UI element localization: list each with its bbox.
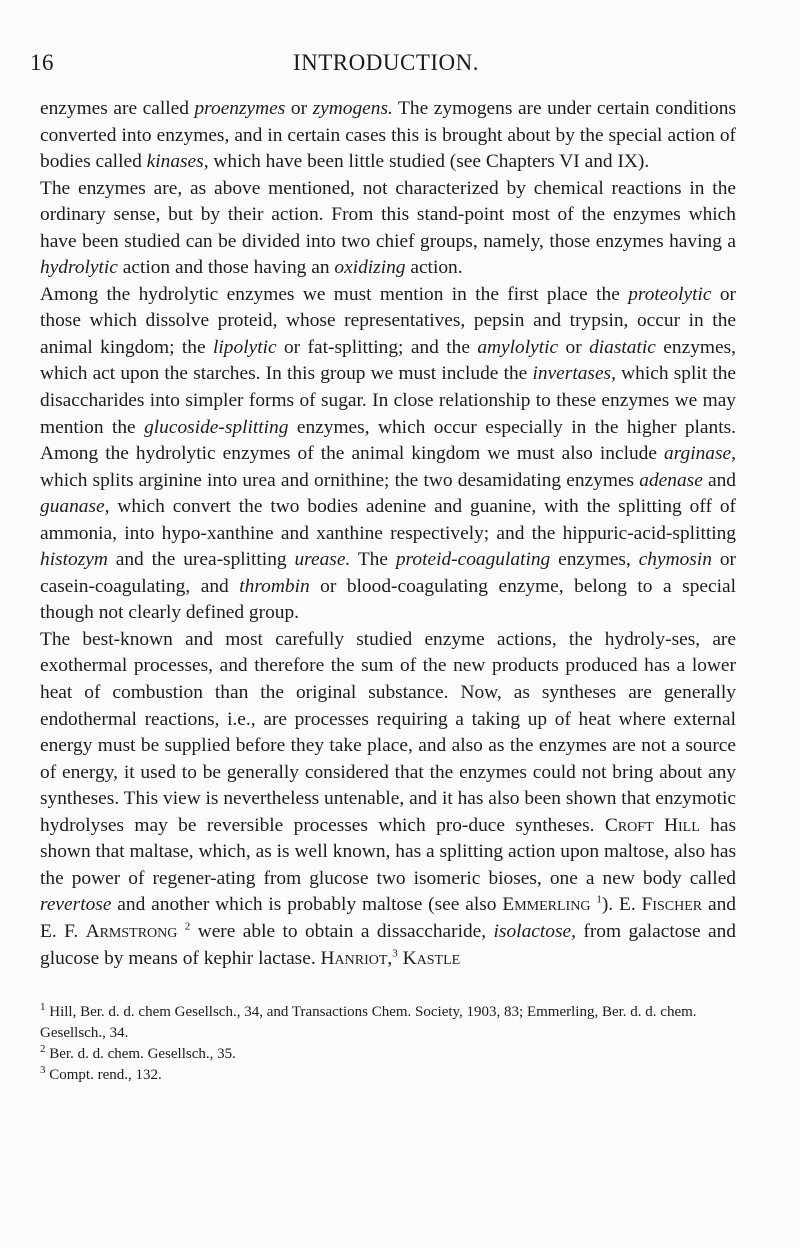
text-run: or: [558, 336, 590, 358]
footnote-marker: 3: [40, 1064, 46, 1076]
text-run: or casein-coagulating, and: [40, 549, 736, 597]
italic-term: proteid-coagulating: [395, 549, 551, 571]
text-run: has shown that maltase, which, as is well known, has a splitting action upon maltose, also has the power of regener-ating from glucose two isomeric bioses, one a new body called: [40, 814, 737, 889]
text-run: Ber. d. d. chem. Gesellsch., 35.: [45, 1046, 236, 1062]
italic-term: chymosin: [638, 549, 712, 571]
paragraph: [40, 176, 736, 282]
text-run: The best-known and most carefully studied enzyme actions, the hydroly-ses, are exothermal processes, and therefore the sum of the new products produced has a lower heat of combustion than the original substance. Now, as syntheses are generally endothermal reactions, i.e., are processes requiring a taking up of heat where external energy must be supplied before they take place, and also as the enzymes are not a source of energy, it used to be generally considered that the enzymes could not bring about any syntheses. This view is nevertheless untenable, and it has also been shown that enzymotic hydrolyses may be reversible processes which pro-duce syntheses.: [40, 628, 736, 836]
text-run: enzymes, which occur especially in the higher plants. Among the hydrolytic enzymes of the animal kingdom we must also include: [40, 416, 736, 465]
author-name: Fischer: [641, 894, 703, 916]
italic-term: histozym: [40, 549, 108, 571]
author-name: Kastle: [402, 947, 461, 969]
text-run: were able to obtain a dissaccharide,: [190, 920, 494, 942]
text-run: The enzymes are, as above mentioned, not characterized by chemical reactions in the ordinary sense, but by their action. From this stand-point most of the enzymes which have been studied can be divided into two chief groups, namely, those enzymes having a: [40, 177, 736, 252]
italic-term: amylolytic: [477, 336, 559, 358]
footnotes: [40, 1002, 736, 1086]
footnote: [40, 1065, 736, 1086]
italic-term: revertose: [40, 894, 112, 916]
running-head: INTRODUCTION.: [292, 50, 479, 75]
italic-term: invertases,: [532, 363, 616, 385]
text-run: and another which is probably maltose (see also: [111, 894, 503, 916]
footnote-marker: 1: [596, 893, 602, 906]
text-run: which split the disaccharides into simpler forms of sugar. In close relationship to these enzymes we may mention the: [40, 363, 737, 438]
body-text: [40, 96, 736, 972]
text-run: enzymes are called: [40, 98, 195, 119]
text-run: The zymogens are under certain conditions converted into enzymes, and in certain cases this is brought about by the special action of bodies called: [40, 98, 736, 173]
italic-term: proenzymes: [194, 98, 286, 119]
text-run: enzymes, which act upon the starches. In this group we must include the: [40, 336, 736, 385]
author-name: Croft Hill: [604, 814, 700, 836]
page-number: 16: [30, 50, 54, 75]
italic-term: adenase: [639, 469, 703, 491]
text-run: which splits arginine into urea and ornithine; the two desamidating enzymes: [40, 469, 640, 491]
italic-term: hydrolytic: [40, 257, 118, 279]
text-run: which have been little studied (see Chapters VI and IX).: [208, 151, 650, 173]
italic-term: zymogens.: [312, 98, 393, 119]
text-run: and the urea-splitting: [107, 549, 295, 571]
footnote: [40, 1002, 736, 1044]
text-run: enzymes,: [550, 549, 639, 571]
text-run: Compt. rend., 132.: [45, 1067, 162, 1083]
italic-term: arginase,: [664, 443, 736, 465]
paragraph: [40, 96, 736, 176]
text-run: The: [350, 549, 396, 571]
italic-term: kinases,: [146, 151, 209, 173]
italic-term: oxidizing: [334, 257, 406, 279]
italic-term: thrombin: [239, 575, 310, 597]
author-name: Hanriot,: [320, 947, 393, 969]
text-run: which convert the two bodies adenine and guanine, with the splitting off of ammonia, into hypo-xanthine and xanthine respectively; and the hippuric-acid-splitting: [40, 496, 736, 544]
text-run: Hill, Ber. d. d. chem Gesellsch., 34, and Transactions Chem. Society, 1903, 83; Emmerling, Ber. d. d. chem. Gesellsch., 34.: [40, 1004, 697, 1041]
text-run: or blood-coagulating enzyme, belong to a special though not clearly defined group.: [40, 575, 736, 624]
paragraph: [40, 627, 736, 972]
text-run: action.: [405, 257, 463, 279]
text-run: or: [285, 98, 313, 119]
italic-term: glucoside-splitting: [144, 416, 289, 438]
page-header: [30, 50, 742, 86]
text-run: and E. F.: [40, 894, 736, 942]
text-run: ). E.: [601, 894, 642, 916]
author-name: Emmerling: [502, 894, 591, 916]
text-run: Among the hydrolytic enzymes we must mention in the first place the: [40, 283, 629, 305]
footnote-marker: 1: [40, 1001, 46, 1013]
footnote: [40, 1044, 736, 1065]
footnote-marker: 2: [40, 1043, 46, 1055]
text-run: action and those having an: [117, 257, 335, 279]
italic-term: guanase,: [40, 496, 110, 518]
text-run: or fat-splitting; and the: [276, 336, 478, 358]
text-run: and: [702, 469, 736, 491]
footnote-marker: 3: [392, 947, 398, 960]
italic-term: proteolytic: [628, 283, 712, 305]
text-run: [177, 921, 184, 942]
paragraph: [40, 282, 736, 627]
italic-term: urease.: [294, 549, 351, 571]
text-run: or those which dissolve proteid, whose representatives, pepsin and trypsin, occur in the animal kingdom; the: [40, 283, 736, 358]
italic-term: lipolytic: [213, 336, 277, 358]
author-name: Armstrong: [85, 920, 178, 942]
italic-term: diastatic: [589, 336, 656, 358]
italic-term: isolactose,: [493, 920, 576, 942]
footnote-marker: 2: [184, 920, 191, 933]
text-run: from galactose and glucose by means of kephir lactase.: [40, 920, 736, 969]
